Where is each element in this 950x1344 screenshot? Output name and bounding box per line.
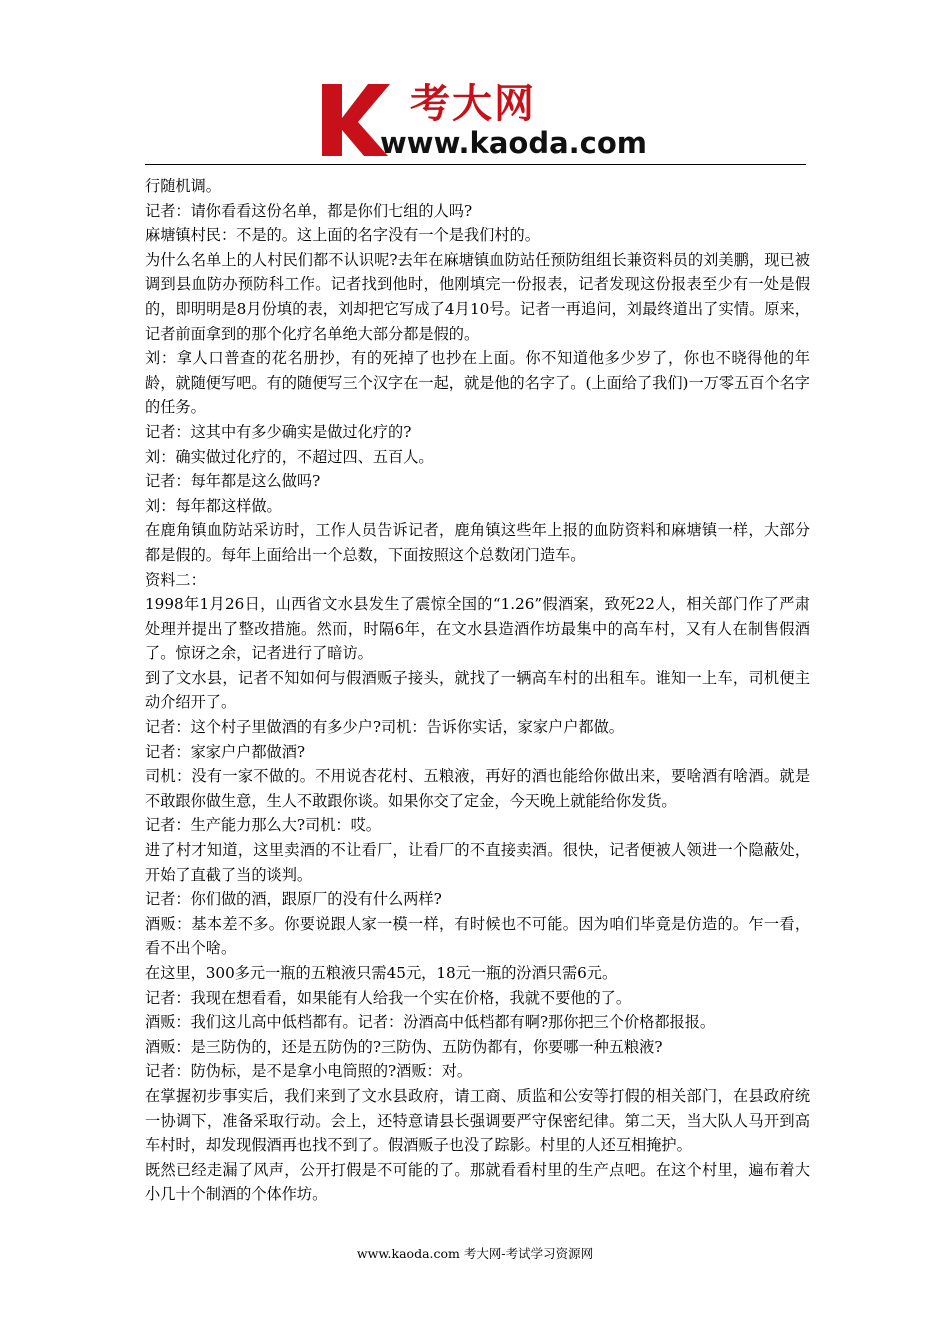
paragraph: 记者：这其中有多少确实是做过化疗的?	[145, 422, 412, 441]
paragraph: 1998年1月26日，山西省文水县发生了震惊全国的“1.26”假酒案，致死22人，相关部门作了严肃处理并提出了整改措施。然而，时隔6年，在文水县造酒作坊最集中的高车村，又有人在制售假酒了。惊讶之余，记者进行了暗访。	[145, 595, 810, 663]
paragraph: 在鹿角镇血防站采访时，工作人员告诉记者，鹿角镇这些年上报的血防资料和麻塘镇一样，大部分都是假的。每年上面给出一个总数，下面按照这个总数闭门造车。	[145, 521, 810, 564]
paragraph: 记者：生产能力那么大?司机：哎。	[145, 816, 381, 835]
site-logo[interactable]	[318, 81, 647, 160]
paragraph: 到了文水县，记者不知如何与假酒贩子接头，就找了一辆高车村的出租车。谁知一上车，司机便主动介绍开了。	[145, 668, 810, 712]
paragraph: 刘：拿人口普查的花名册抄，有的死掉了也抄在上面。你不知道他多少岁了，你也不晓得他的年龄，就随便写吧。有的随便写三个汉字在一起，就是他的名字了。(上面给了我们)一万零五百个名字的任务。	[145, 349, 810, 417]
paragraph: 进了村才知道，这里卖酒的不让看厂，让看厂的不直接卖酒。很快，记者便被人领进一个隐蔽处，开始了直截了当的谈判。	[145, 841, 810, 884]
paragraph: 记者：家家户户都做酒?	[145, 742, 306, 761]
paragraph: 在掌握初步事实后，我们来到了文水县政府，请工商、质监和公安等打假的相关部门，在县政府统一协调下，准备采取行动。会上，还特意请县长强调要严守保密纪律。第二天，当大队人马开到高车村时，却发现假酒再也找不到了。假酒贩子也没了踪影。村里的人还互相掩护。	[145, 1086, 810, 1155]
page-footer: www.kaoda.com 考大网-考试学习资源网	[356, 1246, 594, 1261]
paragraph: 刘：确实做过化疗的，不超过四、五百人。	[145, 447, 434, 466]
paragraph: 麻塘镇村民：不是的。这上面的名字没有一个是我们村的。	[145, 226, 540, 245]
paragraph: 在这里，300多元一瓶的五粮液只需45元，18元一瓶的汾酒只需6元。	[145, 964, 618, 982]
header-divider	[145, 164, 806, 165]
paragraph: 记者：你们做的酒，跟原厂的没有什么两样?	[145, 890, 442, 909]
paragraph: 资料二：	[145, 570, 206, 589]
paragraph: 酒贩：我们这儿高中低档都有。记者：汾酒高中低档都有啊?那你把三个价格都报报。	[145, 1013, 716, 1032]
paragraph: 酒贩：基本差不多。你要说跟人家一模一样，有时候也不可能。因为咱们毕竟是仿造的。乍一看，看不出个啥。	[145, 914, 810, 958]
paragraph: 记者：这个村子里做酒的有多少户?司机：告诉你实话，家家户户都做。	[145, 718, 624, 737]
paragraph: 行随机调。	[145, 177, 221, 195]
logo-brand-text: 考大网	[410, 81, 536, 127]
paragraph: 刘：每年都这样做。	[145, 496, 282, 515]
paragraph: 记者：防伪标，是不是拿小电筒照的?酒贩：对。	[145, 1062, 473, 1081]
paragraph: 司机：没有一家不做的。不用说杏花村、五粮液，再好的酒也能给你做出来，要啥酒有啥酒。就是不敢跟你做生意，生人不敢跟你谈。如果你交了定金，今天晚上就能给你发货。	[145, 767, 810, 810]
article-body	[145, 174, 810, 1207]
paragraph: 记者：每年都是这么做吗?	[145, 472, 321, 491]
paragraph: 既然已经走漏了风声，公开打假是不可能的了。那就看看村里的生产点吧。在这个村里，遍布着大小几十个制酒的个体作坊。	[145, 1160, 810, 1204]
logo-url-text: www.kaoda.com	[380, 126, 647, 160]
paragraph: 酒贩：是三防伪的，还是五防伪的?三防伪、五防伪都有，你要哪一种五粮液?	[145, 1037, 663, 1056]
paragraph: 记者：我现在想看看，如果能有人给我一个实在价格，我就不要他的了。	[145, 988, 631, 1007]
paragraph: 记者：请你看看这份名单，都是你们七组的人吗?	[145, 201, 473, 220]
paragraph: 为什么名单上的人村民们都不认识呢?去年在麻塘镇血防站任预防组组长兼资料员的刘美鹏，现已被调到县血防办预防科工作。记者找到他时，他刚填完一份报表，记者发现这份报表至少有一处是假的，即明明是8月份填的表，刘却把它写成了4月10号。记者一再追问，刘最终道出了实情。原来，记者前面拿到的那个化疗名单绝大部分都是假的。	[145, 250, 810, 343]
